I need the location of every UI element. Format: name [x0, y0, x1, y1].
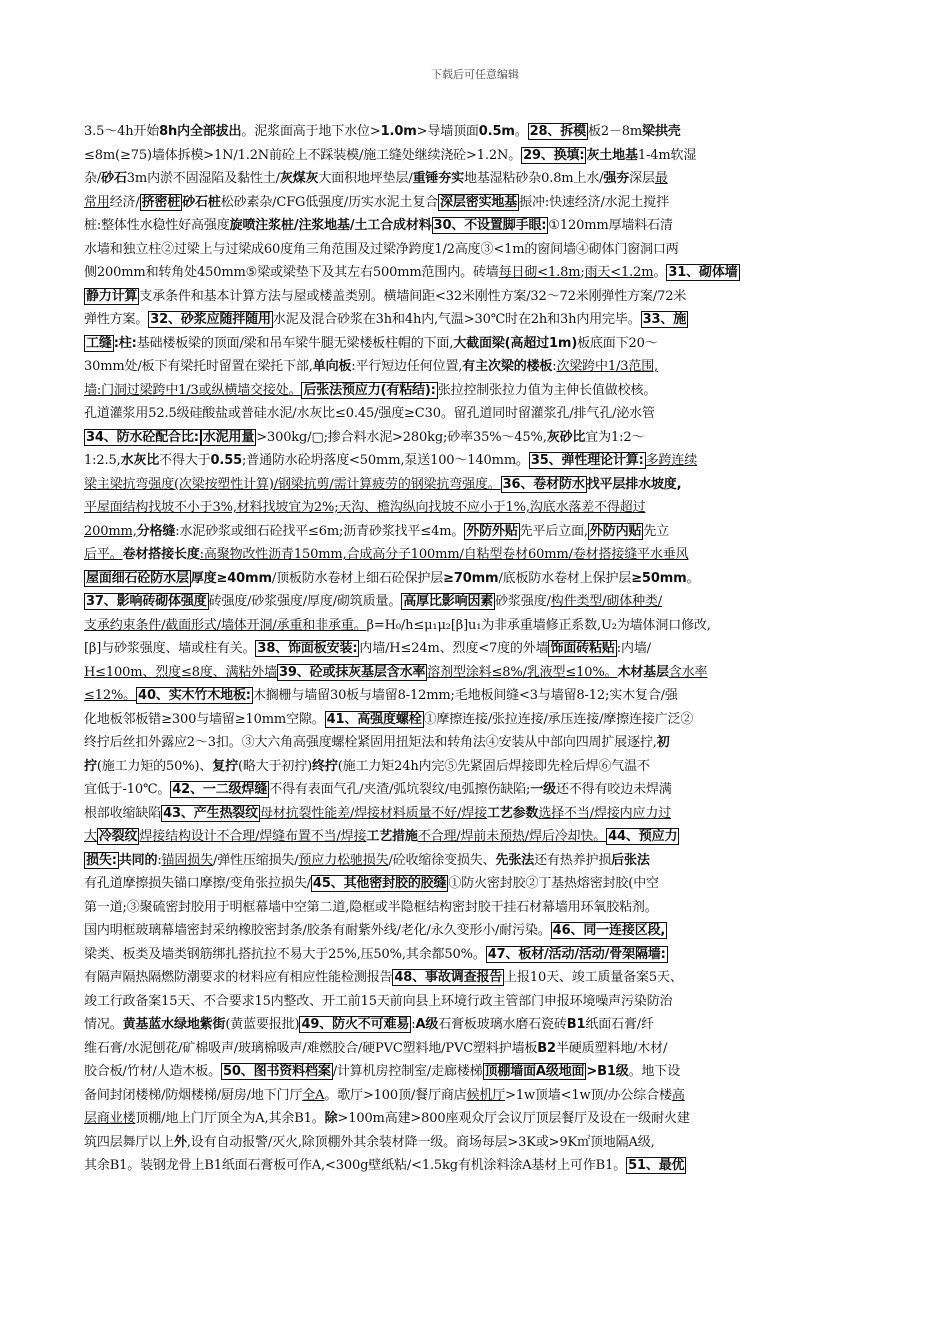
bold-term: 重锤夯实: [412, 171, 464, 186]
underlined-text: 梁主梁抗弯强度(次梁按塑性计算)/钢梁抗剪/需计算疲劳的钢梁抗弯强度。: [84, 476, 501, 492]
boxed-heading: 外防内贴: [589, 523, 642, 539]
text-run: 松砂素杂/CFG低强度/历实水泥土复合: [220, 194, 439, 210]
text-run: 不得大于: [159, 453, 211, 468]
bold-term: 砂石桩: [182, 194, 221, 210]
text-line: [84, 755, 866, 779]
text-run: >导墙顶面: [416, 124, 479, 139]
underlined-text: 大: [84, 829, 97, 844]
text-line: [84, 496, 866, 520]
bold-term: 厚度≥40mm: [190, 570, 272, 586]
text-run: 。地下设: [628, 1064, 681, 1079]
text-line: [84, 355, 866, 379]
text-line: [84, 520, 866, 544]
bold-term: 初: [656, 735, 670, 750]
text-run: (略大于初拧): [237, 758, 313, 774]
text-run: 宜为1:2～: [585, 429, 645, 445]
text-run: 板底面下20～: [577, 335, 658, 351]
text-run: /顶板防水卷材上细石砼保护层: [271, 570, 444, 586]
text-line: [84, 1084, 866, 1108]
text-line: [84, 590, 866, 614]
text-run: 上报10天、竣工质量备案5天、: [504, 970, 683, 985]
bold-term: 后张法: [611, 852, 650, 868]
bold-term: A级: [415, 1017, 439, 1032]
text-run: 杂/: [84, 171, 102, 186]
text-run: /底板防水卷材上保护层: [498, 570, 632, 586]
boxed-heading: 29、换填:: [523, 147, 585, 163]
text-line: [84, 849, 866, 873]
underlined-text: 支承约束条件/截面形式/墙体开洞/承重和非承重。: [84, 617, 367, 633]
boxed-heading: 46、同一连接区段,: [552, 923, 666, 938]
text-run: 第一道;③聚硫密封胶用于明框幕墙中空第二道,隐框或半隐框结构密封胶干挂石材幕墙用环氧胶粘剂。: [84, 899, 658, 915]
boxed-heading: 冷裂纹: [98, 829, 138, 844]
text-run: :水泥砂浆或细石砼找平≤6m;沥青砂浆找平≤4m。: [175, 523, 465, 539]
text-run: :内墙/: [616, 641, 651, 656]
bold-term: B1: [566, 1017, 586, 1032]
underlined-text: H≤100m、烈度≤8度、满粘外墙: [84, 664, 277, 680]
bold-term: 一级: [530, 782, 556, 797]
underlined-text: 常用: [84, 194, 110, 210]
text-line: [84, 473, 866, 497]
text-run: 木搁栅与墙留30板与墙留8-12mm;毛地板间缝<3与墙留8-12;实木复合/强: [252, 688, 678, 703]
text-line: [84, 167, 866, 191]
text-run: 宜低于-10℃。: [84, 782, 171, 797]
text-run: 内墙/H≤24m、烈度<7度的外墙: [359, 641, 549, 656]
boxed-heading: 36、卷材防水: [502, 476, 585, 492]
bold-term: 旋喷注浆桩/注浆地基/土工合成材料: [229, 218, 432, 233]
boxed-heading: 43、产生热裂纹: [163, 805, 259, 821]
text-run: 3.5～4h开始: [84, 124, 160, 139]
text-line: [84, 449, 866, 473]
boxed-heading: 51、最优: [628, 1158, 685, 1173]
text-line: [84, 896, 866, 920]
boxed-heading: 40、实木竹木地板:: [138, 688, 251, 703]
text-run: 国内明框玻璃幕墙密封采纳橡胶密封条/胶条有耐紫外线/老化/永久变形小/耐污染。: [84, 923, 551, 938]
text-run: 砂浆强度/: [495, 594, 551, 609]
underlined-text: 墙:门洞过梁跨中1/3或纵横墙交接处。: [84, 382, 302, 398]
underlined-text: 高: [671, 1087, 685, 1103]
text-run: 孔道灌浆用52.5级硅酸盐或普硅水泥/水灰比≤0.45/强度≥C30。留孔道同时留灌浆孔/排气孔/泌水管: [84, 406, 655, 421]
bold-term: 除: [324, 1111, 338, 1126]
bold-term: 8h内全部拔出: [159, 124, 242, 139]
text-line: [84, 919, 866, 943]
bold-term: 灰砂比: [546, 429, 586, 445]
underlined-text: 锚固损失: [161, 852, 213, 868]
text-line: [84, 144, 866, 168]
boxed-heading: 水泥用量: [202, 429, 255, 445]
text-line: [84, 1013, 866, 1037]
text-run: 还有热养护损: [534, 852, 612, 868]
page-header: 下载后可任意编辑: [431, 68, 519, 81]
text-run: /砼收缩徐变损失、: [388, 852, 496, 868]
text-line: [84, 684, 866, 708]
text-run: ①120mm厚墙料石清: [548, 218, 673, 233]
text-line: [84, 943, 866, 967]
text-run: 大面积地坪垫层/: [318, 171, 413, 186]
bold-term: :柱:: [113, 335, 137, 351]
text-run: 支承条件和基本计算方法与屋或楼盖类别。横墙间距<32米刚性方案/32～72米刚弹性方案/72米: [139, 288, 687, 304]
text-line: [84, 567, 866, 591]
text-line: [84, 1060, 866, 1084]
text-run: 维石膏/水泥刨花/矿棉吸声/玻璃棉吸声/难燃胶合/硬PVC塑料地/PVC塑料护墙板: [84, 1040, 538, 1056]
text-run: 砖强度/砂浆强度/厚度/砌筑质量。: [208, 594, 402, 609]
text-run: 1:2.5,: [84, 453, 121, 468]
text-run: :: [411, 1017, 416, 1032]
text-run: 其余B1。装钢龙骨上B1纸面石膏板可作A,<300g壁纸粘/<1.5kg有机涂料涂A基材上可作B1。: [84, 1158, 627, 1173]
text-run: 侧200mm和转角处450mm⑤梁或梁垫下及其左右500mm范围内。砖墙: [84, 265, 499, 280]
bold-term: 分格缝: [136, 523, 176, 539]
text-run: u₁为非承重墙修正系数,U₂为墙体洞口修改,: [468, 617, 711, 633]
underlined-text: 次梁跨中1/3范围,: [556, 359, 659, 374]
text-run: 。: [514, 124, 528, 139]
text-run: :: [157, 852, 162, 868]
text-run: ①摩擦连接/张拉连接/承压连接/摩擦连接广泛②: [423, 711, 694, 727]
text-line: [84, 802, 866, 826]
text-run: 桩:整体性水稳性好高强度: [84, 218, 230, 233]
text-line: [84, 214, 866, 238]
text-run: 。歌厅>100顶/餐厅商店: [324, 1087, 467, 1103]
boxed-heading: 39、砼或抹灰基层含水率: [278, 664, 426, 680]
boxed-heading: 31、砌体墙: [668, 265, 738, 280]
text-run: 梁类、板类及墙类钢筋绑扎搭抗拉不易大于25%,压50%,其余都50%。: [84, 946, 486, 962]
text-run: 筑四层舞厅以上: [84, 1134, 174, 1150]
text-run: >300kg/▢;掺合料水泥>280kg;砂率35%～45%,: [256, 429, 547, 445]
bold-term: 工艺措施: [366, 829, 418, 844]
text-line: [84, 661, 866, 685]
boxed-heading: 挤密桩: [141, 194, 181, 210]
underlined-text: 不合理/焊前未预热/焊后冷却快。: [417, 829, 607, 844]
text-run: 水泥及混合砂浆在3h和4h内,气温>30℃时在2h和3h内用完毕。: [272, 312, 641, 327]
text-line: [84, 990, 866, 1014]
text-run: 顶棚/地上门厅顶全为A,其余B1。: [135, 1111, 325, 1126]
text-run: 1-4m软湿: [637, 147, 697, 163]
text-run: 深层: [629, 171, 655, 186]
text-run: ,设有自动报警/灭火,除顶棚外其余装材降一级。商场每层>3K或>9K㎡顶地隔A级,: [186, 1134, 655, 1150]
underlined-text: 最: [654, 171, 668, 186]
text-run: 根部收缩缺陷: [84, 805, 162, 821]
text-run: 地基湿粘砂杂0.8m上水/: [463, 171, 604, 186]
boxed-heading: 49、防火不可难易: [301, 1017, 410, 1032]
boxed-heading: 顶棚墙面A级地面: [484, 1064, 585, 1079]
underlined-text: 全A: [302, 1087, 325, 1103]
text-line: [84, 120, 866, 144]
bold-term: 0.55: [210, 453, 243, 468]
text-run: 竣工行政备案15天、不合要求15内整改、开工前15天前向县上环境行政主管部门申报环境噪声污染防治: [84, 993, 673, 1009]
bold-term: ≥50mm: [631, 570, 687, 586]
boxed-heading: 45、其他密封胶的胶缝: [312, 876, 447, 891]
document-body: [84, 120, 866, 1178]
bold-term: 终拧: [312, 758, 338, 774]
text-run: ①防火密封胶②丁基热熔密封胶(中空: [448, 876, 659, 891]
text-run: ≤8m(≥75)墙体拆模>1N/1.2N前砼上不踩装模/施工缝处继续浇砼>1.2N。: [84, 147, 522, 163]
text-run: ;普通防水砼坍落度<50mm,泵送100～140mm。: [242, 453, 529, 468]
underlined-text: 雨天<1.2m: [584, 265, 654, 280]
text-run: :: [552, 359, 557, 374]
boxed-heading: 35、弹性理论计算:: [530, 453, 644, 468]
text-line: [84, 1037, 866, 1061]
boxed-heading: 38、饰面板安装:: [257, 641, 358, 656]
underlined-text: 200mm,: [84, 523, 137, 539]
bold-term: B2: [537, 1040, 556, 1056]
text-line: [84, 637, 866, 661]
boxed-heading: 41、高强度螺栓: [326, 711, 422, 727]
bold-term: ≥70mm: [443, 570, 499, 586]
text-run: 有孔道摩擦损失锚口摩擦/变角张拉损失/: [84, 876, 311, 891]
boxed-heading: 34、防水砼配合比:: [86, 429, 199, 445]
text-line: [84, 543, 866, 567]
bold-term: 灰煤灰: [279, 171, 319, 186]
underlined-text: 平屋面结构找坡不小于3%,材料找坡宜为2%;天沟、檐沟纵向找坡不应小于1%,沟底水落差不得超过: [84, 500, 646, 515]
text-line: [84, 238, 866, 262]
bold-term: 0.5m: [478, 124, 515, 139]
boxed-heading: 50、图书资料档案: [222, 1064, 331, 1079]
underlined-text: ≤12%。: [84, 688, 137, 703]
text-run: :平行短边任何位置,: [351, 359, 463, 374]
boxed-heading: 后张法预应力(有粘结):: [303, 382, 436, 398]
text-line: [84, 872, 866, 896]
text-run: 30mm处/板下有梁托时留置在梁托下部,: [84, 359, 313, 374]
text-run: 。泥浆面高于地下水位>: [241, 124, 381, 139]
text-run: /弹性压缩损失/: [212, 852, 299, 868]
bold-term: 强夯: [603, 171, 630, 186]
text-run: 还不得有咬边未焊满: [555, 782, 672, 797]
bold-term: >B1级: [586, 1064, 629, 1079]
text-run: 。: [653, 265, 667, 280]
text-run: 先立: [643, 523, 670, 539]
text-run: 化地板邻板错≥300与墙留≥10mm空隙。: [84, 711, 325, 727]
bold-term: 水灰比: [120, 453, 160, 468]
text-run: 情况。: [84, 1017, 123, 1032]
text-run: 胶合板/竹材/人造木板。: [84, 1064, 221, 1079]
text-line: [84, 1154, 866, 1178]
bold-term: 外: [173, 1134, 187, 1150]
text-line: [84, 1107, 866, 1131]
boxed-heading: 30、不设置脚手眼:: [433, 218, 547, 233]
bold-term: 大截面梁(高超过1m): [453, 335, 578, 351]
text-run: β=H₀/h≤μ₁μ₂[β]: [366, 617, 469, 633]
text-run: 石膏板玻璃水磨石瓷砖: [438, 1017, 567, 1032]
underlined-text: 焊接结构设计不合理/焊缝布置不当/焊接: [139, 829, 367, 844]
text-line: [84, 261, 866, 285]
text-run: 张拉控制张拉力值为主伸长值做校核。: [437, 382, 657, 398]
text-run: 半硬质塑料地/木材/: [555, 1040, 668, 1056]
text-run: 板2－8m: [587, 124, 643, 139]
text-line: [84, 379, 866, 403]
bold-term: 工艺参数: [486, 805, 539, 821]
text-run: 有隔声隔热隔燃防潮要求的材料应有相应性能检测报告: [84, 970, 393, 985]
boxed-heading: 饰面砖粘贴: [550, 641, 615, 656]
underlined-text: 溶剂型涂料≤8%/乳液型≤10%。: [427, 664, 618, 680]
text-run: 不得有表面气孔/夹渣/弧坑裂纹/电弧擦伤缺陷;: [269, 782, 531, 797]
text-run: /计算机房控制室/走廊楼梯: [332, 1064, 483, 1079]
text-run: 备间封闭楼梯/防烟楼梯/厨房/地下门厅: [84, 1087, 303, 1103]
underlined-text: 多跨连续: [645, 453, 698, 468]
bold-term: 先张法: [495, 852, 535, 868]
boxed-heading: 44、预应力: [608, 829, 678, 844]
underlined-text: 构件类型/砌体种类/: [550, 594, 663, 609]
text-run: >1w顶墙<1w顶/办公综合楼: [505, 1087, 672, 1103]
boxed-heading: 外防外贴: [466, 523, 518, 539]
text-line: [84, 966, 866, 990]
boxed-heading: 深层密实地基: [440, 194, 518, 210]
bold-term: 灰土地基: [586, 147, 638, 163]
bold-term: 木材基层: [617, 664, 669, 680]
text-run: (黄蓝要报批): [225, 1017, 300, 1032]
bold-term: 卷材搭接长度: [122, 547, 200, 562]
boxed-heading: 42、一二级焊缝: [172, 782, 268, 797]
boxed-heading: 静力计算: [86, 288, 138, 304]
text-line: [84, 285, 866, 309]
bold-term: 复拧: [212, 758, 238, 774]
bold-term: 黄基蓝水绿地紫街: [122, 1017, 226, 1032]
text-line: [84, 191, 866, 215]
text-run: 先平后立面,: [519, 523, 588, 539]
boxed-heading: 37、影响砖砌体强度: [86, 594, 207, 609]
text-run: (施工力矩的50%)、: [96, 758, 213, 774]
underlined-text: 母材抗裂性能差/焊接材料质量不好/焊接: [260, 805, 487, 821]
text-run: 水墙和独立柱②过梁上与过梁成60度角三角范围及过梁净跨度1/2高度③<1m的窗间墙④砌体门窗洞口两: [84, 241, 679, 257]
underlined-text: :高聚物改性沥青150mm,合成高分子100mm/自粘型卷材60mm/卷材搭接缝平水垂风: [199, 547, 689, 562]
bold-term: 共同的: [118, 852, 158, 868]
bold-term: 梁拱壳: [642, 124, 681, 139]
boxed-heading: 屋面细石砼防水层: [86, 570, 189, 586]
bold-term: 拧: [84, 758, 97, 774]
underlined-text: 每日砌<1.8m: [498, 265, 581, 280]
bold-term: 1.0m: [380, 124, 417, 139]
text-run: ;: [580, 265, 585, 280]
boxed-heading: 损失:: [86, 852, 117, 868]
bold-term: 砂石: [101, 171, 127, 186]
text-run: 3m内淤不固湿陷及黏性土/: [126, 171, 280, 186]
text-line: [84, 308, 866, 332]
underlined-text: 后平。: [84, 547, 123, 562]
text-run: 振冲:快速经济/水泥土搅拌: [519, 194, 669, 210]
text-line: [84, 1131, 866, 1155]
underlined-text: 候机厅: [466, 1087, 506, 1103]
underlined-text: 层商业楼: [84, 1111, 136, 1126]
text-run: 经济/: [109, 194, 140, 210]
boxed-heading: 工缝: [86, 335, 112, 351]
underlined-text: 预应力松驰损失: [298, 852, 389, 868]
bold-term: 单向板: [312, 359, 352, 374]
text-run: >100m高建>800座观众厅会议厅顶层餐厅及设在一级耐火建: [337, 1111, 690, 1126]
text-run: (施工力矩24h内完⑤先紧固后焊接即先栓后焊⑥气温不: [337, 758, 650, 774]
text-line: [84, 426, 866, 450]
text-run: 基础楼板梁的顶面/梁和吊车梁牛腿无梁楼板柱帽的下面,: [136, 335, 454, 351]
text-line: [84, 708, 866, 732]
boxed-heading: 33、施: [642, 312, 687, 327]
text-line: [84, 332, 866, 356]
text-line: [84, 402, 866, 426]
underlined-text: 选择不当/焊接内应力过: [538, 805, 672, 821]
underlined-text: 含水率: [668, 664, 708, 680]
text-line: [84, 731, 866, 755]
text-line: [84, 614, 866, 638]
boxed-heading: 高厚比影响因素: [403, 594, 494, 609]
text-line: [84, 778, 866, 802]
boxed-heading: 48、事故调查报告: [394, 970, 503, 985]
text-run: 弹性方案。: [84, 312, 149, 327]
text-line: [84, 825, 866, 849]
boxed-heading: 28、拆模: [529, 124, 586, 139]
text-run: 。: [686, 570, 700, 586]
text-run: 纸面石膏/纤: [585, 1017, 654, 1032]
text-run: 终拧后丝扣外露应2～3扣。③大六角高强度螺栓紧固用扭矩法和转角法④安装从中部向四周扩展逐拧,: [84, 735, 657, 750]
boxed-heading: 32、砂浆应随拌随用: [150, 312, 271, 327]
text-run: [β]与砂浆强度、墙或柱有关。: [84, 641, 256, 656]
boxed-heading: 47、板材/活动/活动/骨架隔墙:: [487, 946, 666, 962]
bold-term: 有主次梁的楼板: [462, 359, 553, 374]
bold-term: 找平层排水坡度,: [586, 476, 682, 492]
